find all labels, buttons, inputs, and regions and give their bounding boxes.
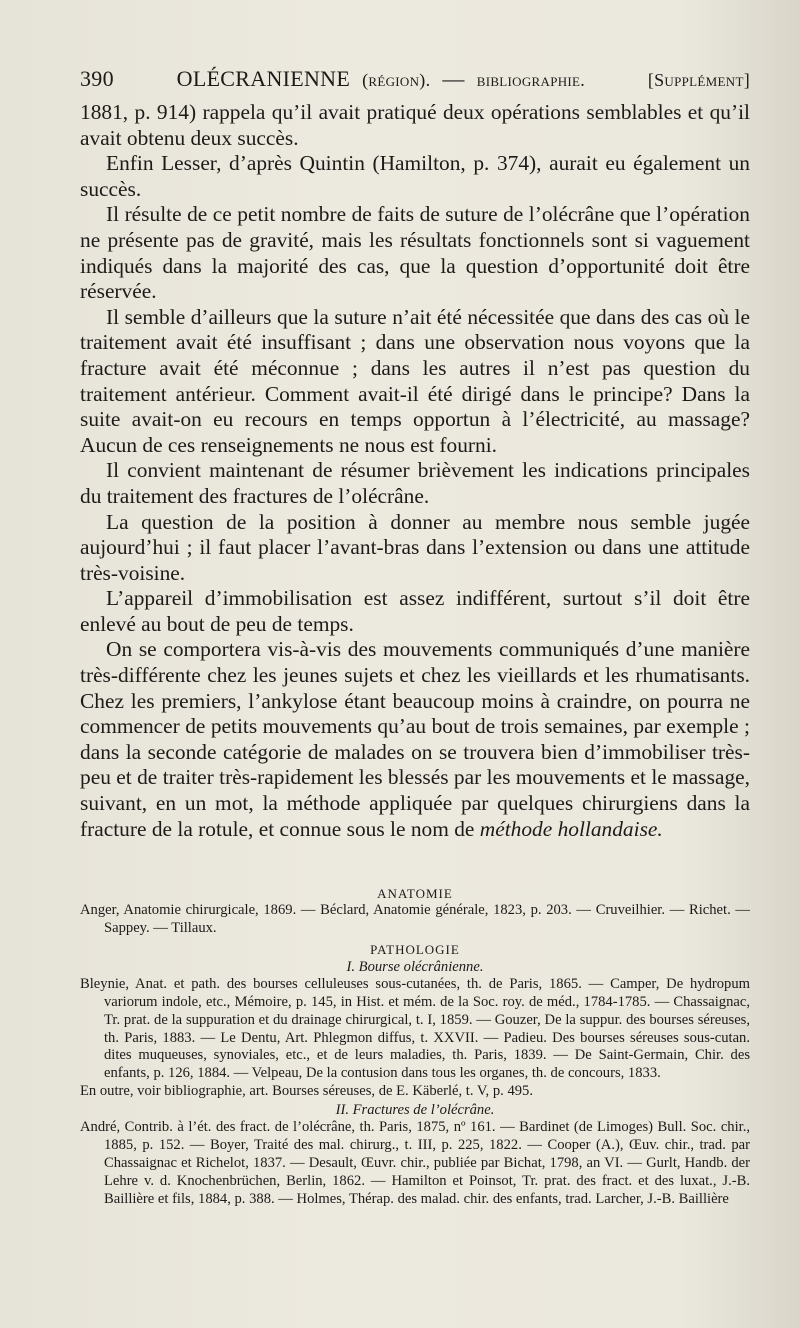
main-text xyxy=(80,100,750,842)
paragraph-2: Enfin Lesser, d’après Quintin (Hamilton, p. 374), aurait eu également un succès. xyxy=(80,151,750,201)
paragraph-8-italic: méthode hollandaise. xyxy=(479,816,663,841)
paragraph-5: Il convient maintenant de résumer brièvement les indications principales du traitement des fractures de l’olécrâne. xyxy=(80,458,750,508)
subheading-bourse: I. Bourse olécrânienne. xyxy=(346,958,484,975)
paragraph-7: L’appareil d’immobilisation est assez indifférent, surtout s’il doit être enlevé au bout de peu de temps. xyxy=(80,586,750,636)
bourse-note: En outre, voir bibliographie, art. Bourses séreuses, de E. Käberlé, t. V, p. 495. xyxy=(80,1083,533,1100)
pathologie-heading: PATHOLOGIE xyxy=(370,941,460,957)
header-title: OLÉCRANIENNE xyxy=(176,66,351,91)
header-region: (région). xyxy=(362,70,431,90)
anatomie-heading: ANATOMIE xyxy=(377,886,453,901)
paragraph-8 xyxy=(80,637,750,842)
paragraph-1: 1881, p. 914) rappela qu’il avait pratiqué deux opérations semblables et qu’il avait obtenu deux succès. xyxy=(80,100,750,150)
header-supplement: [Supplément] xyxy=(647,70,750,90)
paragraph-4: Il semble d’ailleurs que la suture n’ait été nécessitée que dans des cas où le traitement avait été insuffisant ; dans une observation nous voyons que la fracture avait été méconnue ; dans les autres il n’est pas question du traitement antérieur. Comment avait-il été dirigé dans le principe? Dans la suite avait-on eu recours en temps opportun à l’électricité, au massage? Aucun de ces renseignements ne nous est fourni. xyxy=(80,304,750,457)
subheading-fractures: II. Fractures de l’olécrâne. xyxy=(335,1102,495,1119)
header-title-group xyxy=(177,62,585,97)
fractures-entry: André, Contrib. à l’ét. des fract. de l’olécrâne, th. Paris, 1875, nº 161. — Bardinet (de Limoges) Bull. Soc. chir., 1885, p. 152. — Boyer, Traité des mal. chirurg., t. III, p. 225, 1822. — Cooper (A.), Œuv. chir., trad. par Chassaignac et Richelot, 1837. — Desault, Œuvr. chir., publiée par Bichat, 1798, an VI. — Gurlt, Handb. der Lehre v. d. Knochenbrüchen, Berlin, 1862. — Hamilton et Poinsot, Tr. prat. des fract. et des luxat., J.-B. Baillière et fils, 1884, p. 388. — Holmes, Thérap. des malad. chir. des enfants, trad. Larcher, J.-B. Baillière xyxy=(80,1119,750,1207)
paragraph-3: Il résulte de ce petit nombre de faits de suture de l’olécrâne que l’opération ne présente pas de gravité, mais les résultats fonctionnels sont si vaguement indiqués dans la majorité des cas, que la question d’opportunité doit être réservée. xyxy=(80,202,750,304)
paragraph-8-text: On se comportera vis-à-vis des mouvements communiqués d’une manière très-différente chez les jeunes sujets et chez les vieillards et les rhumatisants. Chez les premiers, l’ankylose étant beaucoup moins à craindre, on pourra ne commencer de petits mouvements qu’au bout de trois semaines, par exemple ; dans la seconde catégorie de malades on se trouvera bien d’immobiliser très-peu et de traiter très-rapidement les blessés par les mouvements et le massage, suivant, en un mot, la méthode appliquée par quelques chirurgiens dans la fracture de la rotule, et connue sous le nom de xyxy=(80,637,750,841)
running-header xyxy=(80,62,750,96)
paragraph-6: La question de la position à donner au membre nous semble jugée aujourd’hui ; il faut placer l’avant-bras dans l’extension ou dans une attitude très-voisine. xyxy=(80,509,750,585)
header-section: bibliographie. xyxy=(476,70,586,90)
bourse-entry: Bleynie, Anat. et path. des bourses celluleuses sous-cutanées, th. de Paris, 1865. — Camper, De hydropum variorum indole, etc., Mémoire, p. 145, in Hist. et mém. de la Soc. roy. de méd., 1784-1785. — Chassaignac, Tr. prat. de la suppuration et du drainage chirurgical, t. I, 1859. — Gouzer, De la suppur. des bourses séreuses, th. Paris, 1883. — Le Dentu, Art. Phlegmon diffus, t. XXVII. — Padieu. Des bourses séreuses sous-cutan. dites muqueuses, synoviales, etc., et de leurs maladies, th. Paris, 1839. — De Saint-Germain, Chir. des enfants, p. 126, 1884. — Velpeau, De la contusion dans tous les organes, th. de concours, 1833. xyxy=(80,975,750,1082)
anatomie-entry: Anger, Anatomie chirurgicale, 1869. — Béclard, Anatomie générale, 1823, p. 203. — Cruveilhier. — Richet. — Sappey. — Tillaux. xyxy=(80,902,750,936)
header-dash: — xyxy=(442,66,465,91)
page-number: 390 xyxy=(80,66,114,91)
bibliography xyxy=(80,882,750,1209)
